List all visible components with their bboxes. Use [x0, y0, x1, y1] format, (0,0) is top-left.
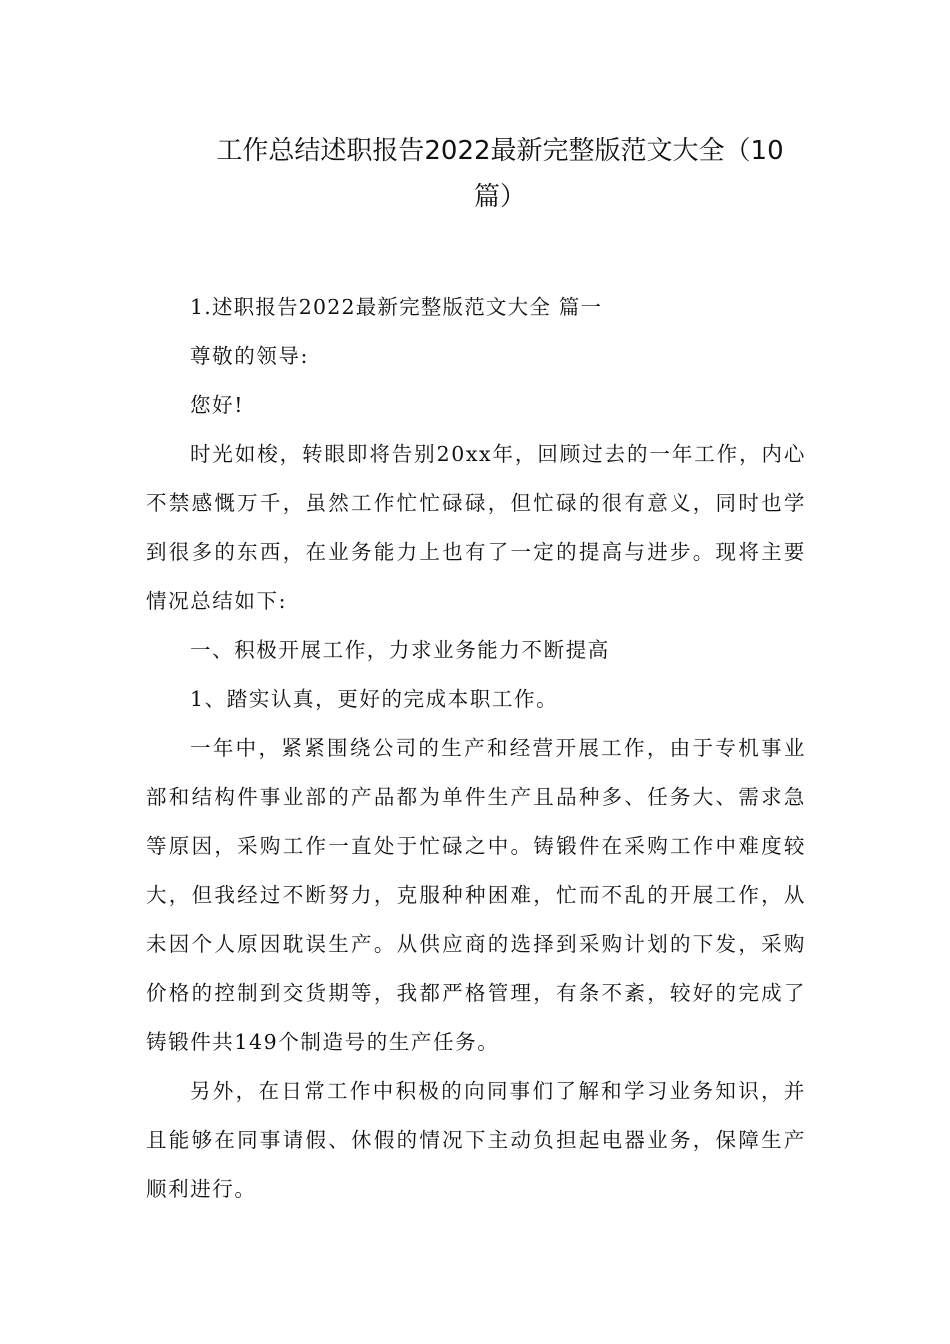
paragraph-body: 一年中，紧紧围绕公司的生产和经营开展工作，由于专机事业部和结构件事业部的产品都为单件生产且品种多、任务大、需求急等原因，采购工作一直处于忙碌之中。铸锻件在采购工作中难度较大，但我经过不断努力，克服种种困难，忙而不乱的开展工作，从未因个人原因耽误生产。从供应商的选择到采购计划的下发，采购价格的控制到交货期等，我都严格管理，有条不紊，较好的完成了铸锻件共149个制造号的生产任务。 [146, 736, 806, 1054]
paragraph-body: 另外，在日常工作中积极的向同事们了解和学习业务知识，并且能够在同事请假、休假的情况下主动负担起电器业务，保障生产顺利进行。 [146, 1079, 806, 1201]
section-heading: 1.述职报告2022最新完整版范文大全 篇一 [190, 295, 603, 319]
subsection-heading: 一、积极开展工作，力求业务能力不断提高 [190, 638, 610, 662]
document-title: 工作总结述职报告2022最新完整版范文大全（10篇） [216, 136, 784, 212]
paragraph-intro: 时光如梭，转眼即将告别20xx年，回顾过去的一年工作，内心不禁感慨万千，虽然工作忙忙碌碌，但忙碌的很有意义，同时也学到很多的东西，在业务能力上也有了一定的提高与进步。现将主要情况总结如下: [146, 442, 806, 613]
document-body [146, 283, 806, 1214]
greeting: 您好! [190, 393, 245, 417]
salutation: 尊敬的领导: [190, 344, 310, 368]
point-heading: 1、踏实认真，更好的完成本职工作。 [190, 687, 559, 711]
